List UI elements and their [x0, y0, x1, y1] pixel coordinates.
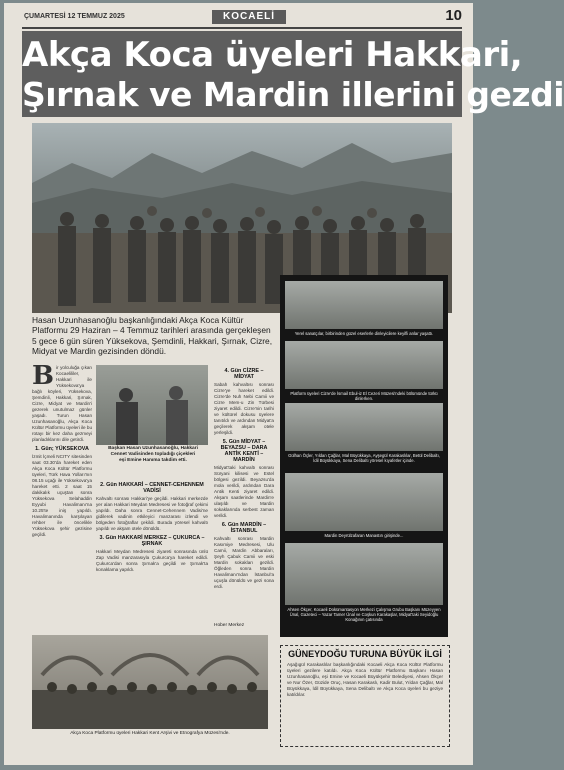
- day3-text: Hakkari Meydan Medresesi ziyareti sonrasında ünlü Zap Vadisi manzarasıyla Çukurca'ya hareket edildi. Çukurca'dan sonra Şırnak'a geçildi ve Şırnak'ta konaklama yapıldı.: [96, 549, 208, 572]
- day2-title: 2. Gün HAKKARİ – CENNET-CEHENNEM VADİSİ: [100, 482, 204, 494]
- strip-caption-2: Platform üyeleri Cizre'de İsmail Ebul-iz El Cezeri Müzesi'ndeki bölümünde türkü dinlerken.: [290, 391, 438, 401]
- info-box-text: Aşağıgül Karakaslılar başkanlığındaki Kocaeli Akça Koca Kültür Platformu üyeleri gezilere katıldı. Akça Koca Kültür Platformu Başkanı Hasan Uzunhasanoğlu, eşi Emine ve Kocaeli Büyükşehir Belediyesi, Ahsen Ökçer ve Nur Özer, Güzide Oruç, Hasan Karakaslı, Kadir Bulut, Yıldan Çağlar, Mal Büyükkaya, İdil Büyükkaya, Sena Delibaltı ve Akça Koca üyeleri bu geziye katıldılar.: [287, 662, 443, 697]
- page-header: [22, 9, 462, 27]
- author-credit: Hober Merkez: [214, 623, 245, 628]
- drop-cap: B: [32, 361, 54, 391]
- info-box-title: GÜNEYDOĞU TURUNA BÜYÜK İLGİ: [288, 649, 442, 659]
- day1-title: 1. Gün; YÜKSEKOVA: [35, 446, 89, 452]
- photo-strip: [280, 275, 448, 637]
- strip-photo-3: [285, 403, 443, 451]
- bottom-group-photo: [32, 635, 268, 729]
- header-rule: [22, 27, 462, 29]
- day5-title: 5. Gün MİDYAT – BEYAZSU – DARA ANTİK KENTİ – MARDİN: [220, 439, 268, 463]
- strip-caption-3: Gülhan Öçler, Yıldan Çağlar, Mal Büyükkaya, Ayşegül Karakaslılar, Betül Delibaltı, İdil Büyükkaya, Sena Delibaltı yöresel kıyafetler içinde.: [288, 453, 440, 463]
- day5-text: Midyat'taki kahvaltı sonrası Süryani kilisesi ve Estel bölgesi gezildi. Beyazsu'da mola verildi, ardından Dara Antik Kenti ziyaret edildi. Akşam saatlerinde Mardin'e ulaşıldı ve Mardin sokaklarında serbest zaman verildi.: [214, 465, 274, 518]
- strip-caption-4: Mardin Deyrülzafaran Manastırı girişinde...: [324, 533, 404, 538]
- issue-date: ÇUMARTESİ 12 TEMMUZ 2025: [24, 13, 125, 20]
- headline-line-1: Akça Koca üyeleri Hakkari,: [22, 35, 523, 75]
- inline-photo-flowers: [96, 365, 208, 445]
- day4-text: Sabah kahvaltısı sonrası Cizre'ye hareket edildi. Cizre'de Nuh Nebi Camii ve Cizre Mem-u Zin Türbesi ziyaret edildi. Cizre'nin tarihi ve kültürel dokusu üyelere tanıtıldı ve ardından Midyat'a geçilerek akşam otele yerleşildi.: [214, 382, 274, 435]
- strip-photo-1: [285, 281, 443, 329]
- inline-photo-caption: Başkan Hasan Uzunhasanoğlu, Hakkari Cennet Vadisinden topladığı çiçekleri eşi Emine Hanıma takdim etti.: [108, 446, 198, 463]
- day6-text: Kahvaltı sonrası Mardin Kasımiye Medresesi, Ulu Camii, Mardin Abbaraları, Şeyh Çabuk Camii ve eski Mardin sokakları gezildi. Öğleden sonra Mardin Havalimanı'ndan İstanbul'a uçuşla dönüldü ve gezi sona erdi.: [214, 536, 274, 589]
- headline-line-2: Şırnak ve Mardin illerini gezdi: [22, 75, 564, 114]
- info-box: [280, 645, 450, 747]
- day3-title: 3. Gün HAKKARİ MERKEZ – ÇUKURCA – ŞIRNAK: [99, 535, 205, 547]
- strip-photo-5: [285, 543, 443, 605]
- article-column-3: [214, 365, 274, 621]
- day1-text: İzmit İçmeli NCITY sitesinden saat 03.30'da hareket eden Akça Koca Kültür Platformu üyeleri, Türk Hava Yolları'nın 08.15 uçağı ile Yüksekova'ya hareket etti. 2 saat 15 dakikalık uçuştan sonra Yüksekova Selahaddin Eyyubi Havalimanı'na 10.25'te iniş yapıldı. Havalimanında karşılayan rehber ile öncelikle Yüksekova şehir gezisine geçildi.: [32, 454, 92, 537]
- strip-photo-4: [285, 473, 443, 531]
- page-number: 10: [445, 7, 462, 24]
- lead-paragraph: Hasan Uzunhasanoğlu başkanlığındaki Akça Koca Kültür Platformu 29 Haziran – 4 Temmuz tarihleri arasında gerçekleşen 5 gece 6 gün süren Yüksekova, Şemdinli, Hakkari, Şırnak, Cizre, Midyat ve Mardin gezisinden döndü.: [32, 315, 273, 357]
- newspaper-page: [4, 3, 564, 765]
- museum-group-scene: [32, 635, 268, 729]
- article-column-1: [32, 361, 93, 627]
- day4-title: 4. Gün CİZRE – MİDYAT: [224, 368, 264, 380]
- day6-title: 6. Gün MARDİN – İSTANBUL: [221, 522, 267, 534]
- strip-caption-1: Yerel sanatçılar, birbirinden güzel eserlerle dinleyicilere keyifli anlar yaşattı.: [294, 331, 434, 336]
- day2-text: Kahvaltı sonrası Hakkari'ye geçildi. Hakkari merkezde yer alan Hakkari Meydan Medresesi ve fotoğraf çekimi yapıldı. Daha sonra Cennet-Cehennem Vadisi'ne gidilerek vadinin etkileyici manzarası izlendi ve bölgeden fotoğraflar çekildi. Burada yöresel kahvaltı yapıldı ve akşam otele dönüldü.: [96, 496, 208, 531]
- section-title: KOCAELİ: [212, 10, 286, 24]
- strip-caption-5: Ahsen Ökçer, Kocaeli Dokümantasyon Merkezi Çalışma Grubu Başkanı Müzeyyen Ünal, Gazeteci – Yazar Tamer Ünal ve Coşkun Karakaşlar, Midyat'taki Seyidoğlu Konağının çatısında: [287, 607, 441, 622]
- article-column-2: [96, 479, 208, 627]
- intro-text: ir yolculuğa çıkan Kocaelililer, Hakkari ile Yüksekova'ya bağlı köyleri, Yüksekova, Şemdinli, Hakkari, Şırnak, Cizre, Midyat ve Mardin'i gezerek unutulmaz günler yaşadı. Turun Hasan Uzunhasanoğlu, Akça Koca Kültür Platformu üyeleri ile bu rotayı bir kez daha gezmeyi planladıklarını dile getirdi.: [32, 365, 93, 442]
- bottom-photo-caption: Akça Koca Platformu üyeleri Hakkari Kent Arşivi ve Etnografya Müzesi'nde.: [70, 731, 230, 736]
- strip-photo-2: [285, 341, 443, 389]
- couple-figures: [96, 365, 208, 445]
- headline-banner: [22, 31, 564, 117]
